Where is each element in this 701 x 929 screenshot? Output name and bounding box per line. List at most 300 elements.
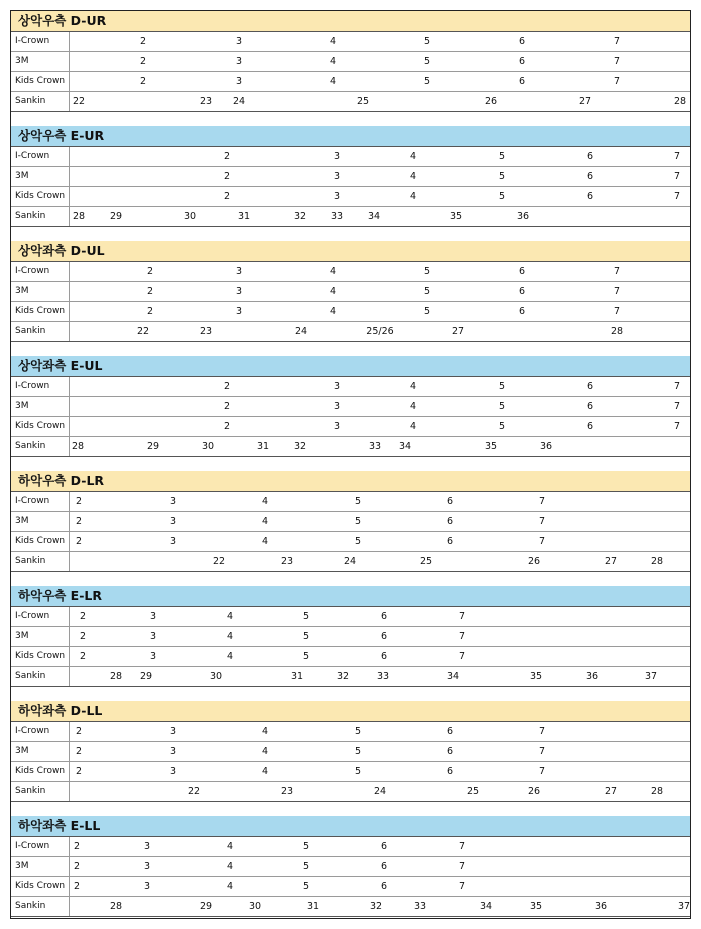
section-3 — [11, 241, 690, 342]
section-1 — [11, 11, 690, 112]
size-value-cell: 3 — [235, 76, 243, 87]
size-value-cell: 5 — [302, 631, 310, 642]
size-value-cell: 5 — [302, 611, 310, 622]
size-value-cell: 3 — [333, 401, 341, 412]
size-value-cell: 4 — [226, 841, 234, 852]
row-label: I-Crown — [15, 841, 50, 851]
size-value-cell: 36 — [594, 901, 608, 912]
size-value-cell: 5 — [423, 286, 431, 297]
size-value-cell: 23 — [280, 786, 294, 797]
column-divider — [69, 32, 70, 51]
table-row-sankin — [11, 91, 690, 112]
size-value-cell: 32 — [293, 441, 307, 452]
size-value-cell: 2 — [75, 496, 83, 507]
size-value-cell: 5 — [423, 76, 431, 87]
size-value-cell: 5 — [302, 861, 310, 872]
column-divider — [69, 782, 70, 801]
size-value-cell: 24 — [294, 326, 308, 337]
section-title: 상악우측 D-UR — [11, 11, 690, 31]
size-value-cell: 24 — [232, 96, 246, 107]
size-value-cell: 26 — [527, 786, 541, 797]
column-divider — [69, 722, 70, 741]
size-value-cell: 6 — [380, 881, 388, 892]
row-label: I-Crown — [15, 381, 50, 391]
size-value-cell: 36 — [516, 211, 530, 222]
size-value-cell: 2 — [73, 861, 81, 872]
table-row-i-crown — [11, 146, 690, 166]
row-label: 3M — [15, 401, 29, 411]
size-value-cell: 28 — [71, 441, 85, 452]
size-value-cell: 4 — [226, 651, 234, 662]
size-value-cell: 7 — [673, 171, 681, 182]
column-divider — [69, 207, 70, 226]
column-divider — [69, 837, 70, 856]
column-divider — [69, 72, 70, 91]
column-divider — [69, 897, 70, 916]
size-value-cell: 5 — [354, 726, 362, 737]
size-value-cell: 27 — [451, 326, 465, 337]
size-value-cell: 3 — [169, 766, 177, 777]
size-value-cell: 3 — [143, 841, 151, 852]
section-8 — [11, 816, 690, 917]
row-label: Sankin — [15, 96, 46, 106]
size-value-cell: 28 — [673, 96, 687, 107]
size-value-cell: 2 — [223, 421, 231, 432]
size-value-cell: 6 — [446, 496, 454, 507]
size-value-cell: 29 — [146, 441, 160, 452]
row-label: I-Crown — [15, 266, 50, 276]
size-value-cell: 4 — [261, 766, 269, 777]
table-row-i-crown — [11, 606, 690, 626]
size-value-cell: 6 — [518, 36, 526, 47]
size-value-cell: 33 — [413, 901, 427, 912]
size-value-cell: 4 — [226, 611, 234, 622]
size-value-cell: 34 — [446, 671, 460, 682]
size-value-cell: 7 — [613, 76, 621, 87]
size-value-cell: 31 — [237, 211, 251, 222]
column-divider — [69, 167, 70, 186]
section-title: 하악우측 D-LR — [11, 471, 690, 491]
table-row-sankin — [11, 321, 690, 342]
size-value-cell: 3 — [143, 861, 151, 872]
size-value-cell: 3 — [149, 631, 157, 642]
column-divider — [69, 607, 70, 626]
size-value-cell: 4 — [409, 401, 417, 412]
row-label: Sankin — [15, 326, 46, 336]
size-value-cell: 3 — [169, 726, 177, 737]
column-divider — [69, 877, 70, 896]
size-value-cell: 31 — [290, 671, 304, 682]
row-label: Sankin — [15, 671, 46, 681]
size-value-cell: 7 — [538, 516, 546, 527]
size-value-cell: 25 — [356, 96, 370, 107]
section-6 — [11, 586, 690, 687]
table-row-kids-crown — [11, 531, 690, 551]
section-5 — [11, 471, 690, 572]
size-value-cell: 2 — [75, 516, 83, 527]
size-value-cell: 23 — [199, 96, 213, 107]
table-row-kids-crown — [11, 876, 690, 896]
size-value-cell: 25/26 — [366, 326, 394, 337]
size-value-cell: 37 — [677, 901, 691, 912]
row-label: Kids Crown — [15, 766, 66, 776]
column-divider — [69, 377, 70, 396]
size-value-cell: 2 — [73, 881, 81, 892]
size-value-cell: 6 — [586, 151, 594, 162]
size-value-cell: 32 — [336, 671, 350, 682]
size-value-cell: 5 — [498, 171, 506, 182]
section-title: 상악우측 E-UR — [11, 126, 690, 146]
size-value-cell: 35 — [449, 211, 463, 222]
size-value-cell: 4 — [261, 536, 269, 547]
size-value-cell: 2 — [139, 76, 147, 87]
column-divider — [69, 762, 70, 781]
size-chart-sheet — [10, 10, 691, 919]
size-value-cell: 2 — [139, 56, 147, 67]
size-value-cell: 33 — [330, 211, 344, 222]
column-divider — [69, 647, 70, 666]
size-value-cell: 35 — [529, 901, 543, 912]
size-value-cell: 3 — [235, 286, 243, 297]
size-value-cell: 24 — [373, 786, 387, 797]
size-value-cell: 22 — [136, 326, 150, 337]
size-value-cell: 27 — [604, 786, 618, 797]
column-divider — [69, 187, 70, 206]
size-value-cell: 7 — [538, 746, 546, 757]
size-value-cell: 36 — [539, 441, 553, 452]
section-title: 상악좌측 E-UL — [11, 356, 690, 376]
size-value-cell: 2 — [73, 841, 81, 852]
section-title: 하악좌측 D-LL — [11, 701, 690, 721]
column-divider — [69, 262, 70, 281]
size-value-cell: 2 — [223, 151, 231, 162]
section-7 — [11, 701, 690, 802]
column-divider — [69, 322, 70, 341]
size-value-cell: 7 — [538, 536, 546, 547]
size-value-cell: 6 — [518, 306, 526, 317]
size-value-cell: 4 — [409, 381, 417, 392]
row-label: I-Crown — [15, 36, 50, 46]
table-row-3m — [11, 741, 690, 761]
row-label: Sankin — [15, 901, 46, 911]
size-value-cell: 3 — [143, 881, 151, 892]
size-value-cell: 7 — [613, 36, 621, 47]
size-value-cell: 25 — [419, 556, 433, 567]
column-divider — [69, 532, 70, 551]
row-label: 3M — [15, 286, 29, 296]
size-value-cell: 3 — [235, 56, 243, 67]
size-value-cell: 7 — [613, 266, 621, 277]
table-row-kids-crown — [11, 186, 690, 206]
size-value-cell: 2 — [146, 306, 154, 317]
size-value-cell: 2 — [75, 536, 83, 547]
column-divider — [69, 667, 70, 686]
size-value-cell: 4 — [329, 36, 337, 47]
size-value-cell: 6 — [380, 841, 388, 852]
size-value-cell: 30 — [209, 671, 223, 682]
size-value-cell: 7 — [538, 726, 546, 737]
table-row-3m — [11, 511, 690, 531]
table-row-i-crown — [11, 376, 690, 396]
row-label: Kids Crown — [15, 191, 66, 201]
size-value-cell: 5 — [354, 496, 362, 507]
table-row-sankin — [11, 551, 690, 572]
size-value-cell: 5 — [354, 746, 362, 757]
size-value-cell: 4 — [226, 861, 234, 872]
size-value-cell: 3 — [235, 306, 243, 317]
row-label: Kids Crown — [15, 306, 66, 316]
size-value-cell: 6 — [586, 381, 594, 392]
size-value-cell: 34 — [398, 441, 412, 452]
size-value-cell: 3 — [149, 651, 157, 662]
column-divider — [69, 52, 70, 71]
size-value-cell: 5 — [423, 36, 431, 47]
row-label: Sankin — [15, 556, 46, 566]
size-value-cell: 28 — [109, 671, 123, 682]
size-value-cell: 7 — [538, 766, 546, 777]
size-value-cell: 7 — [458, 841, 466, 852]
size-value-cell: 5 — [498, 421, 506, 432]
table-row-i-crown — [11, 491, 690, 511]
size-value-cell: 2 — [79, 651, 87, 662]
size-value-cell: 5 — [498, 381, 506, 392]
size-value-cell: 2 — [79, 631, 87, 642]
size-value-cell: 2 — [223, 191, 231, 202]
size-value-cell: 5 — [354, 516, 362, 527]
row-label: 3M — [15, 746, 29, 756]
size-value-cell: 23 — [280, 556, 294, 567]
size-value-cell: 7 — [613, 306, 621, 317]
size-value-cell: 4 — [261, 726, 269, 737]
row-label: 3M — [15, 171, 29, 181]
size-value-cell: 3 — [169, 536, 177, 547]
size-value-cell: 5 — [498, 191, 506, 202]
size-value-cell: 7 — [458, 631, 466, 642]
table-row-i-crown — [11, 261, 690, 281]
size-value-cell: 2 — [146, 266, 154, 277]
row-label: 3M — [15, 56, 29, 66]
table-row-i-crown — [11, 721, 690, 741]
size-value-cell: 4 — [261, 746, 269, 757]
size-value-cell: 37 — [644, 671, 658, 682]
row-label: Kids Crown — [15, 421, 66, 431]
size-value-cell: 5 — [423, 306, 431, 317]
size-value-cell: 3 — [333, 171, 341, 182]
size-value-cell: 3 — [235, 36, 243, 47]
size-value-cell: 7 — [673, 381, 681, 392]
size-value-cell: 7 — [673, 191, 681, 202]
size-value-cell: 5 — [354, 536, 362, 547]
size-value-cell: 35 — [529, 671, 543, 682]
size-value-cell: 4 — [226, 881, 234, 892]
table-row-kids-crown — [11, 761, 690, 781]
size-value-cell: 4 — [261, 516, 269, 527]
column-divider — [69, 857, 70, 876]
table-row-kids-crown — [11, 71, 690, 91]
column-divider — [69, 437, 70, 456]
table-row-3m — [11, 626, 690, 646]
table-row-3m — [11, 281, 690, 301]
table-row-i-crown — [11, 836, 690, 856]
column-divider — [69, 147, 70, 166]
column-divider — [69, 282, 70, 301]
size-value-cell: 3 — [333, 191, 341, 202]
size-value-cell: 4 — [329, 286, 337, 297]
size-value-cell: 33 — [368, 441, 382, 452]
column-divider — [69, 417, 70, 436]
row-label: 3M — [15, 516, 29, 526]
size-value-cell: 22 — [72, 96, 86, 107]
size-value-cell: 3 — [235, 266, 243, 277]
table-row-3m — [11, 166, 690, 186]
section-4 — [11, 356, 690, 457]
size-value-cell: 2 — [75, 746, 83, 757]
size-value-cell: 3 — [169, 516, 177, 527]
size-value-cell: 6 — [518, 286, 526, 297]
size-value-cell: 4 — [226, 631, 234, 642]
size-value-cell: 28 — [650, 556, 664, 567]
size-value-cell: 6 — [380, 631, 388, 642]
table-row-i-crown — [11, 31, 690, 51]
row-label: I-Crown — [15, 151, 50, 161]
table-row-sankin — [11, 896, 690, 917]
column-divider — [69, 742, 70, 761]
size-value-cell: 4 — [409, 151, 417, 162]
size-value-cell: 2 — [75, 766, 83, 777]
size-value-cell: 28 — [109, 901, 123, 912]
size-value-cell: 4 — [329, 56, 337, 67]
size-value-cell: 7 — [458, 861, 466, 872]
column-divider — [69, 627, 70, 646]
size-value-cell: 5 — [423, 56, 431, 67]
table-row-3m — [11, 856, 690, 876]
size-value-cell: 32 — [369, 901, 383, 912]
size-value-cell: 22 — [212, 556, 226, 567]
size-value-cell: 32 — [293, 211, 307, 222]
size-value-cell: 6 — [380, 651, 388, 662]
section-title: 하악좌측 E-LL — [11, 816, 690, 836]
size-value-cell: 3 — [333, 151, 341, 162]
column-divider — [69, 92, 70, 111]
row-label: Kids Crown — [15, 76, 66, 86]
size-value-cell: 3 — [169, 496, 177, 507]
size-value-cell: 7 — [673, 401, 681, 412]
size-value-cell: 7 — [458, 651, 466, 662]
size-value-cell: 5 — [354, 766, 362, 777]
section-title: 상악좌측 D-UL — [11, 241, 690, 261]
size-value-cell: 29 — [139, 671, 153, 682]
size-value-cell: 29 — [109, 211, 123, 222]
size-value-cell: 5 — [302, 651, 310, 662]
size-value-cell: 5 — [302, 881, 310, 892]
size-value-cell: 6 — [446, 516, 454, 527]
size-value-cell: 2 — [146, 286, 154, 297]
table-row-kids-crown — [11, 416, 690, 436]
size-value-cell: 5 — [498, 151, 506, 162]
row-label: Sankin — [15, 786, 46, 796]
size-value-cell: 5 — [302, 841, 310, 852]
size-value-cell: 4 — [329, 76, 337, 87]
size-value-cell: 4 — [409, 421, 417, 432]
size-value-cell: 30 — [183, 211, 197, 222]
row-label: I-Crown — [15, 611, 50, 621]
size-value-cell: 27 — [578, 96, 592, 107]
table-row-kids-crown — [11, 646, 690, 666]
size-value-cell: 6 — [446, 536, 454, 547]
size-value-cell: 7 — [458, 611, 466, 622]
size-value-cell: 5 — [498, 401, 506, 412]
size-value-cell: 34 — [367, 211, 381, 222]
size-value-cell: 35 — [484, 441, 498, 452]
size-value-cell: 28 — [72, 211, 86, 222]
column-divider — [69, 302, 70, 321]
size-value-cell: 7 — [673, 151, 681, 162]
size-value-cell: 29 — [199, 901, 213, 912]
size-value-cell: 2 — [75, 726, 83, 737]
row-label: I-Crown — [15, 726, 50, 736]
row-label: 3M — [15, 631, 29, 641]
size-value-cell: 6 — [446, 726, 454, 737]
size-value-cell: 2 — [79, 611, 87, 622]
size-value-cell: 7 — [673, 421, 681, 432]
size-value-cell: 6 — [380, 611, 388, 622]
size-value-cell: 6 — [586, 191, 594, 202]
size-value-cell: 28 — [650, 786, 664, 797]
row-label: Kids Crown — [15, 536, 66, 546]
size-value-cell: 4 — [261, 496, 269, 507]
table-row-sankin — [11, 781, 690, 802]
size-value-cell: 6 — [586, 421, 594, 432]
size-value-cell: 3 — [333, 381, 341, 392]
table-row-sankin — [11, 666, 690, 687]
section-title: 하악우측 E-LR — [11, 586, 690, 606]
size-value-cell: 7 — [613, 56, 621, 67]
row-label: Kids Crown — [15, 881, 66, 891]
size-value-cell: 6 — [586, 401, 594, 412]
size-value-cell: 27 — [604, 556, 618, 567]
table-row-kids-crown — [11, 301, 690, 321]
row-label: 3M — [15, 861, 29, 871]
size-value-cell: 28 — [610, 326, 624, 337]
size-value-cell: 6 — [446, 766, 454, 777]
size-value-cell: 25 — [466, 786, 480, 797]
size-value-cell: 6 — [518, 266, 526, 277]
table-row-sankin — [11, 436, 690, 457]
size-value-cell: 6 — [518, 56, 526, 67]
size-value-cell: 6 — [446, 746, 454, 757]
size-value-cell: 2 — [223, 171, 231, 182]
column-divider — [69, 512, 70, 531]
size-value-cell: 2 — [223, 381, 231, 392]
size-value-cell: 31 — [306, 901, 320, 912]
size-value-cell: 7 — [613, 286, 621, 297]
row-label: Kids Crown — [15, 651, 66, 661]
size-value-cell: 7 — [458, 881, 466, 892]
size-value-cell: 34 — [479, 901, 493, 912]
size-value-cell: 4 — [329, 306, 337, 317]
size-value-cell: 36 — [585, 671, 599, 682]
column-divider — [69, 492, 70, 511]
size-value-cell: 7 — [538, 496, 546, 507]
size-value-cell: 24 — [343, 556, 357, 567]
table-row-sankin — [11, 206, 690, 227]
row-label: Sankin — [15, 441, 46, 451]
column-divider — [69, 552, 70, 571]
size-value-cell: 30 — [248, 901, 262, 912]
size-value-cell: 33 — [376, 671, 390, 682]
row-label: Sankin — [15, 211, 46, 221]
size-value-cell: 31 — [256, 441, 270, 452]
